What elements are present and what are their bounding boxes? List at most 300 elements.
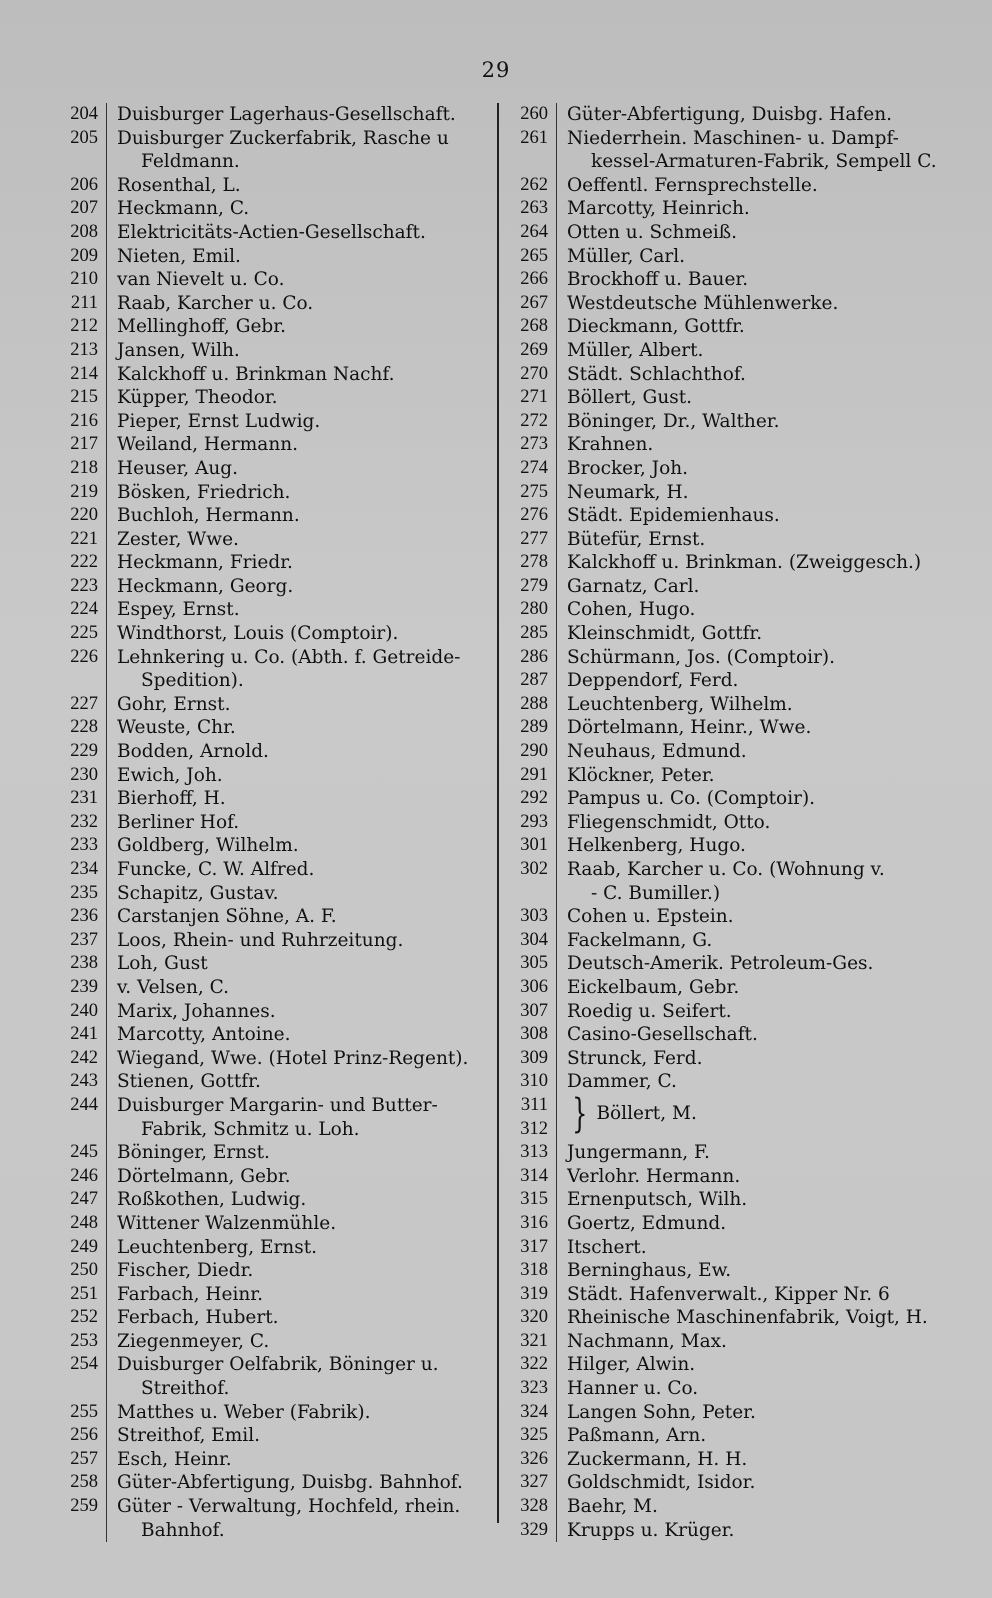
directory-entry (40, 221, 498, 245)
entry-number: 277 (520, 528, 548, 549)
directory-entry (40, 1000, 498, 1024)
entry-number: 216 (70, 410, 98, 431)
entry-name (107, 1401, 498, 1425)
directory-entry (500, 197, 950, 221)
entry-number: 269 (520, 339, 548, 360)
entry-name (557, 1047, 950, 1071)
directory-entry (500, 1471, 950, 1495)
entry-name (557, 1141, 950, 1165)
entry-name (557, 481, 950, 505)
entry-name (557, 1448, 950, 1472)
entry-name-line: Verlohr. Hermann. (567, 1165, 741, 1187)
directory-entry (40, 858, 498, 882)
entry-name (557, 669, 950, 693)
entry-name-line: Duisburger Oelfabrik, Böninger u. (117, 1354, 439, 1376)
entry-name-line: Böninger, Dr., Walther. (567, 410, 780, 432)
entry-name (107, 1094, 498, 1141)
entry-name-line: Ziegenmeyer, C. (117, 1330, 270, 1352)
entry-name (107, 1188, 498, 1212)
entry-name-line: Brocker, Joh. (567, 457, 689, 479)
entry-number: 329 (520, 1519, 548, 1540)
entry-number: 215 (70, 387, 98, 408)
entry-name (557, 127, 950, 174)
entry-name-line: Westdeutsche Mühlenwerke. (567, 292, 839, 314)
entry-name (557, 457, 950, 481)
entry-number: 319 (520, 1283, 548, 1304)
entry-number: 239 (70, 976, 98, 997)
entry-name (557, 598, 950, 622)
directory-entry (500, 1000, 950, 1024)
entry-number: 206 (70, 174, 98, 195)
entry-name-line: Schürmann, Jos. (Comptoir). (567, 646, 836, 668)
directory-entry (500, 1377, 950, 1401)
entry-name-line: Heckmann, Friedr. (117, 552, 293, 574)
entry-number: 276 (520, 505, 548, 526)
entry-name (557, 174, 950, 198)
directory-entry (40, 646, 498, 693)
entry-name (557, 504, 950, 528)
entry-name (557, 646, 950, 670)
entry-name (107, 1424, 498, 1448)
directory-entry (500, 1401, 950, 1425)
entry-name-line: Güter-Abfertigung, Duisbg. Hafen. (567, 104, 892, 125)
entry-number: 211 (70, 292, 98, 313)
directory-entry (40, 268, 498, 292)
entry-name-line: Raab, Karcher u. Co. (117, 292, 314, 314)
entry-name (557, 787, 950, 811)
directory-entry (500, 457, 950, 481)
entry-name-line: Espey, Ernst. (117, 599, 240, 621)
directory-entry (500, 1259, 950, 1283)
entry-number: 313 (520, 1142, 548, 1163)
entry-name-line: Streithof, Emil. (117, 1425, 261, 1447)
directory-entry (500, 433, 950, 457)
directory-entry (500, 339, 950, 363)
entry-name (557, 905, 950, 929)
entry-number: 316 (520, 1212, 548, 1233)
entry-name (557, 433, 950, 457)
entry-name-line: Gohr, Ernst. (117, 693, 231, 715)
entry-number: 264 (520, 221, 548, 242)
entry-name (557, 575, 950, 599)
directory-entry (40, 433, 498, 457)
entry-name-line: Casino-Gesellschaft. (567, 1024, 758, 1046)
entry-name (107, 174, 498, 198)
entry-name (107, 1471, 498, 1495)
entry-name (557, 1330, 950, 1354)
entry-name-line: Zester, Wwe. (117, 528, 239, 550)
entry-name-line: Böllert, M. (596, 1103, 697, 1125)
directory-entry (40, 575, 498, 599)
entry-number: 247 (70, 1189, 98, 1210)
entry-name (557, 1090, 950, 1137)
entry-name (557, 197, 950, 221)
directory-entry (40, 457, 498, 481)
entry-number: 290 (520, 741, 548, 762)
directory-entry (500, 481, 950, 505)
entry-number: 315 (520, 1189, 548, 1210)
entry-number: 248 (70, 1212, 98, 1233)
directory-entry (40, 976, 498, 1000)
entry-number: 246 (70, 1165, 98, 1186)
directory-entry (40, 882, 498, 906)
entry-name-line: Funcke, C. W. Alfred. (117, 859, 315, 880)
directory-entry (40, 1330, 498, 1354)
entry-name (107, 764, 498, 788)
entry-name (557, 1023, 950, 1047)
entry-number: 241 (70, 1024, 98, 1045)
entry-name (107, 457, 498, 481)
entry-name-line: Fischer, Diedr. (117, 1260, 254, 1282)
entry-number: 250 (70, 1260, 98, 1281)
entry-name-line: Marcotty, Heinrich. (567, 198, 750, 220)
entry-name (107, 1236, 498, 1260)
entry-name (557, 952, 950, 976)
directory-entry (40, 716, 498, 740)
entry-name (107, 292, 498, 316)
directory-entry (40, 1070, 498, 1094)
directory-entry (500, 1023, 950, 1047)
entry-name (107, 622, 498, 646)
directory-entry (500, 1141, 950, 1165)
entry-name-line: Buchloh, Hermann. (117, 505, 300, 527)
entry-number: 306 (520, 976, 548, 997)
directory-entry (500, 929, 950, 953)
entry-name-line: Böninger, Ernst. (117, 1142, 270, 1164)
entry-number: 224 (70, 599, 98, 620)
entry-number: 229 (70, 741, 98, 762)
entry-number: 263 (520, 198, 548, 219)
entry-name-line: Deppendorf, Ferd. (567, 670, 739, 692)
brace-icon: } (572, 1090, 588, 1137)
directory-entry (40, 811, 498, 835)
entry-name (107, 410, 498, 434)
entry-name-line: Windthorst, Louis (Comptoir). (117, 623, 399, 645)
entry-name (557, 1495, 950, 1519)
entry-number: 279 (520, 575, 548, 596)
entry-name-line: Ferbach, Hubert. (117, 1307, 279, 1329)
entry-name (557, 1401, 950, 1425)
entry-number: 232 (70, 811, 98, 832)
entry-name (107, 1495, 498, 1542)
entry-number: 214 (70, 363, 98, 384)
directory-entry (40, 929, 498, 953)
entry-number: 256 (70, 1425, 98, 1446)
entry-number: 273 (520, 434, 548, 455)
entry-name-continuation: Fabrik, Schmitz u. Loh. (141, 1118, 360, 1140)
entry-name-line: Raab, Karcher u. Co. (Wohnung v. (567, 859, 885, 880)
entry-number: 285 (520, 623, 548, 644)
directory-entry (500, 221, 950, 245)
directory-entry (40, 315, 498, 339)
entry-name (107, 575, 498, 599)
entry-name (107, 1070, 498, 1094)
entry-number: 238 (70, 953, 98, 974)
grouped-entry (500, 1090, 950, 1141)
entry-number: 291 (520, 764, 548, 785)
entry-name-line: Wittener Walzenmühle. (117, 1212, 337, 1234)
entry-name-line: Pieper, Ernst Ludwig. (117, 410, 321, 432)
directory-entry (500, 292, 950, 316)
entry-number: 270 (520, 363, 548, 384)
directory-entry (40, 1283, 498, 1307)
entry-name-line: Roedig u. Seifert. (567, 1000, 732, 1022)
entry-name (107, 481, 498, 505)
entry-name-line: Lehnkering u. Co. (Abth. f. Getreide- (117, 646, 461, 668)
directory-entry (40, 1495, 498, 1542)
directory-entry (40, 363, 498, 387)
directory-entry (500, 693, 950, 717)
entry-name-line: Marcotty, Antoine. (117, 1024, 291, 1046)
directory-entry (40, 1401, 498, 1425)
directory-entry (500, 976, 950, 1000)
entry-name-line: Leuchtenberg, Wilhelm. (567, 693, 793, 715)
entry-number: 324 (520, 1401, 548, 1422)
entry-name-line: Ewich, Joh. (117, 764, 223, 786)
directory-entry (500, 410, 950, 434)
entry-name (107, 1047, 498, 1071)
entry-name (557, 834, 950, 858)
entry-number: 255 (70, 1401, 98, 1422)
entry-number: 228 (70, 717, 98, 738)
entry-number: 309 (520, 1047, 548, 1068)
entry-number: 278 (520, 552, 548, 573)
entry-name (107, 1165, 498, 1189)
entry-number: 218 (70, 457, 98, 478)
entry-name-line: Garnatz, Carl. (567, 575, 700, 597)
directory-entry (500, 1070, 950, 1094)
entry-name (557, 410, 950, 434)
entry-number: 220 (70, 505, 98, 526)
directory-entry (500, 528, 950, 552)
entry-name-line: Otten u. Schmeiß. (567, 221, 738, 243)
entry-name-line: Neuhaus, Edmund. (567, 741, 747, 763)
entry-name (557, 622, 950, 646)
entry-name-line: Goertz, Edmund. (567, 1212, 727, 1234)
directory-entry (500, 952, 950, 976)
entry-name-line: Elektricitäts-Actien-Gesellschaft. (117, 221, 426, 243)
entry-name (557, 1212, 950, 1236)
entry-number: 231 (70, 788, 98, 809)
entry-name-line: Duisburger Zuckerfabrik, Rasche u (117, 127, 449, 149)
entry-name-line: Städt. Schlachthof. (567, 363, 746, 385)
entry-name (557, 1377, 950, 1401)
directory-entry (40, 598, 498, 622)
directory-entry (40, 1424, 498, 1448)
directory-entry (500, 811, 950, 835)
directory-entry (40, 1448, 498, 1472)
entry-name-continuation: kessel-Armaturen-Fabrik, Sempell C. (591, 151, 937, 173)
directory-entry (40, 693, 498, 717)
entry-number: 251 (70, 1283, 98, 1304)
entry-name (557, 716, 950, 740)
entry-name-line: Farbach, Heinr. (117, 1283, 263, 1305)
entry-name (107, 646, 498, 693)
entry-name-line: Dörtelmann, Heinr., Wwe. (567, 717, 812, 739)
directory-entry (40, 127, 498, 174)
entry-name (107, 1023, 498, 1047)
entry-number: 260 (520, 104, 548, 124)
entry-name-line: Niederrhein. Maschinen- u. Dampf- (567, 127, 899, 149)
directory-entry (40, 1165, 498, 1189)
directory-entry (500, 1047, 950, 1071)
entry-name (557, 1000, 950, 1024)
directory-entry (40, 905, 498, 929)
entry-name (557, 103, 950, 127)
entry-name-line: Kleinschmidt, Gottfr. (567, 623, 763, 645)
directory-entry (500, 127, 950, 174)
entry-name (557, 811, 950, 835)
entry-name (557, 1353, 950, 1377)
directory-entry (500, 504, 950, 528)
directory-entry (500, 575, 950, 599)
entry-name-line: Leuchtenberg, Ernst. (117, 1236, 318, 1258)
directory-entry (500, 551, 950, 575)
entry-name-line: Weuste, Chr. (117, 717, 236, 739)
entry-name (557, 339, 950, 363)
directory-entry (500, 1519, 950, 1543)
entry-name (107, 976, 498, 1000)
entry-name (557, 528, 950, 552)
directory-entry (500, 103, 950, 127)
entry-name-line: Heckmann, Georg. (117, 575, 294, 597)
entry-number: 305 (520, 953, 548, 974)
entry-number: 208 (70, 221, 98, 242)
entry-number: 213 (70, 339, 98, 360)
entry-name (107, 268, 498, 292)
entry-name-line: Hilger, Alwin. (567, 1354, 696, 1376)
directory-entry (40, 410, 498, 434)
entry-number: 249 (70, 1236, 98, 1257)
entry-name (107, 811, 498, 835)
entry-name-line: Eickelbaum, Gebr. (567, 976, 740, 998)
entry-name (557, 1424, 950, 1448)
entry-name-line: Bodden, Arnold. (117, 741, 269, 763)
directory-entry (500, 740, 950, 764)
entry-name-line: Itschert. (567, 1236, 647, 1258)
entry-name-line: Helkenberg, Hugo. (567, 835, 746, 857)
directory-entry (40, 386, 498, 410)
entry-name (107, 882, 498, 906)
entry-name-line: Bösken, Friedrich. (117, 481, 291, 503)
directory-entry (500, 1236, 950, 1260)
directory-entry (500, 1188, 950, 1212)
directory-entry (40, 1471, 498, 1495)
entry-number: 308 (520, 1024, 548, 1045)
entry-name-line: Jansen, Wilh. (117, 339, 240, 361)
entry-name-line: Dörtelmann, Gebr. (117, 1165, 291, 1187)
entry-number: 261 (520, 127, 548, 148)
entry-number: 304 (520, 929, 548, 950)
entry-number: 322 (520, 1354, 548, 1375)
directory-entry (500, 315, 950, 339)
entry-name-continuation: Feldmann. (141, 151, 240, 173)
entry-name-line: Brockhoff u. Bauer. (567, 269, 749, 291)
entry-name-line: Dieckmann, Gottfr. (567, 316, 745, 338)
entry-number: 318 (520, 1260, 548, 1281)
entry-name-line: Paßmann, Arn. (567, 1425, 707, 1447)
entry-name (557, 1519, 950, 1543)
entry-name-line: Nachmann, Max. (567, 1330, 727, 1352)
directory-entry (500, 646, 950, 670)
entry-name (107, 551, 498, 575)
entry-number: 317 (520, 1236, 548, 1257)
entry-name-line: Nieten, Emil. (117, 245, 241, 267)
entry-name-line: Böllert, Gust. (567, 387, 693, 409)
entry-name (557, 221, 950, 245)
directory-entry (40, 1259, 498, 1283)
directory-entry (40, 787, 498, 811)
directory-entry (500, 669, 950, 693)
entry-name-line: Zuckermann, H. H. (567, 1448, 748, 1470)
entry-number: 223 (70, 575, 98, 596)
entry-name-line: Oeffentl. Fernsprechstelle. (567, 174, 818, 196)
directory-entry (40, 292, 498, 316)
entry-name-line: Marix, Johannes. (117, 1000, 276, 1022)
entry-name-line: Roßkothen, Ludwig. (117, 1189, 307, 1211)
entry-name-line: Jungermann, F. (567, 1142, 710, 1164)
entry-number: 259 (70, 1496, 98, 1517)
entry-name (107, 315, 498, 339)
entry-number: 219 (70, 481, 98, 502)
entry-name-line: Matthes u. Weber (Fabrik). (117, 1401, 371, 1423)
entry-number: 325 (520, 1425, 548, 1446)
entry-number: 321 (520, 1330, 548, 1351)
directory-entry (500, 1306, 950, 1330)
entry-name (107, 834, 498, 858)
entry-number: 310 (520, 1071, 548, 1092)
entry-name (107, 905, 498, 929)
entry-number: 323 (520, 1378, 548, 1399)
entry-name (557, 693, 950, 717)
entry-number: 226 (70, 646, 98, 667)
entry-name (107, 929, 498, 953)
entry-name-line: Goldschmidt, Isidor. (567, 1472, 756, 1494)
entry-name (107, 952, 498, 976)
directory-entry (40, 1094, 498, 1141)
entry-number: 265 (520, 245, 548, 266)
entry-number: 227 (70, 693, 98, 714)
entry-number: 217 (70, 434, 98, 455)
entry-name (107, 433, 498, 457)
right-column (500, 103, 950, 1542)
directory-entry (500, 1212, 950, 1236)
entry-name (557, 1471, 950, 1495)
entry-name (107, 787, 498, 811)
entry-name-line: Mellinghoff, Gebr. (117, 316, 286, 338)
entry-name (107, 740, 498, 764)
entry-name-line: Langen Sohn, Peter. (567, 1401, 756, 1423)
entry-number: 267 (520, 292, 548, 313)
entry-number: 244 (70, 1094, 98, 1115)
entry-number: 254 (70, 1354, 98, 1375)
entry-number: 212 (70, 316, 98, 337)
entry-name (107, 1330, 498, 1354)
entry-name-line: v. Velsen, C. (117, 976, 230, 998)
entry-name (107, 1306, 498, 1330)
entry-name (557, 764, 950, 788)
entry-number: 242 (70, 1047, 98, 1068)
entry-number: 225 (70, 623, 98, 644)
entry-name (557, 245, 950, 269)
entry-number: 257 (70, 1448, 98, 1469)
directory-entry (40, 504, 498, 528)
entry-number: 237 (70, 929, 98, 950)
entry-name (557, 1306, 950, 1330)
directory-entry (500, 386, 950, 410)
entry-number: 328 (520, 1496, 548, 1517)
entry-number: 320 (520, 1307, 548, 1328)
